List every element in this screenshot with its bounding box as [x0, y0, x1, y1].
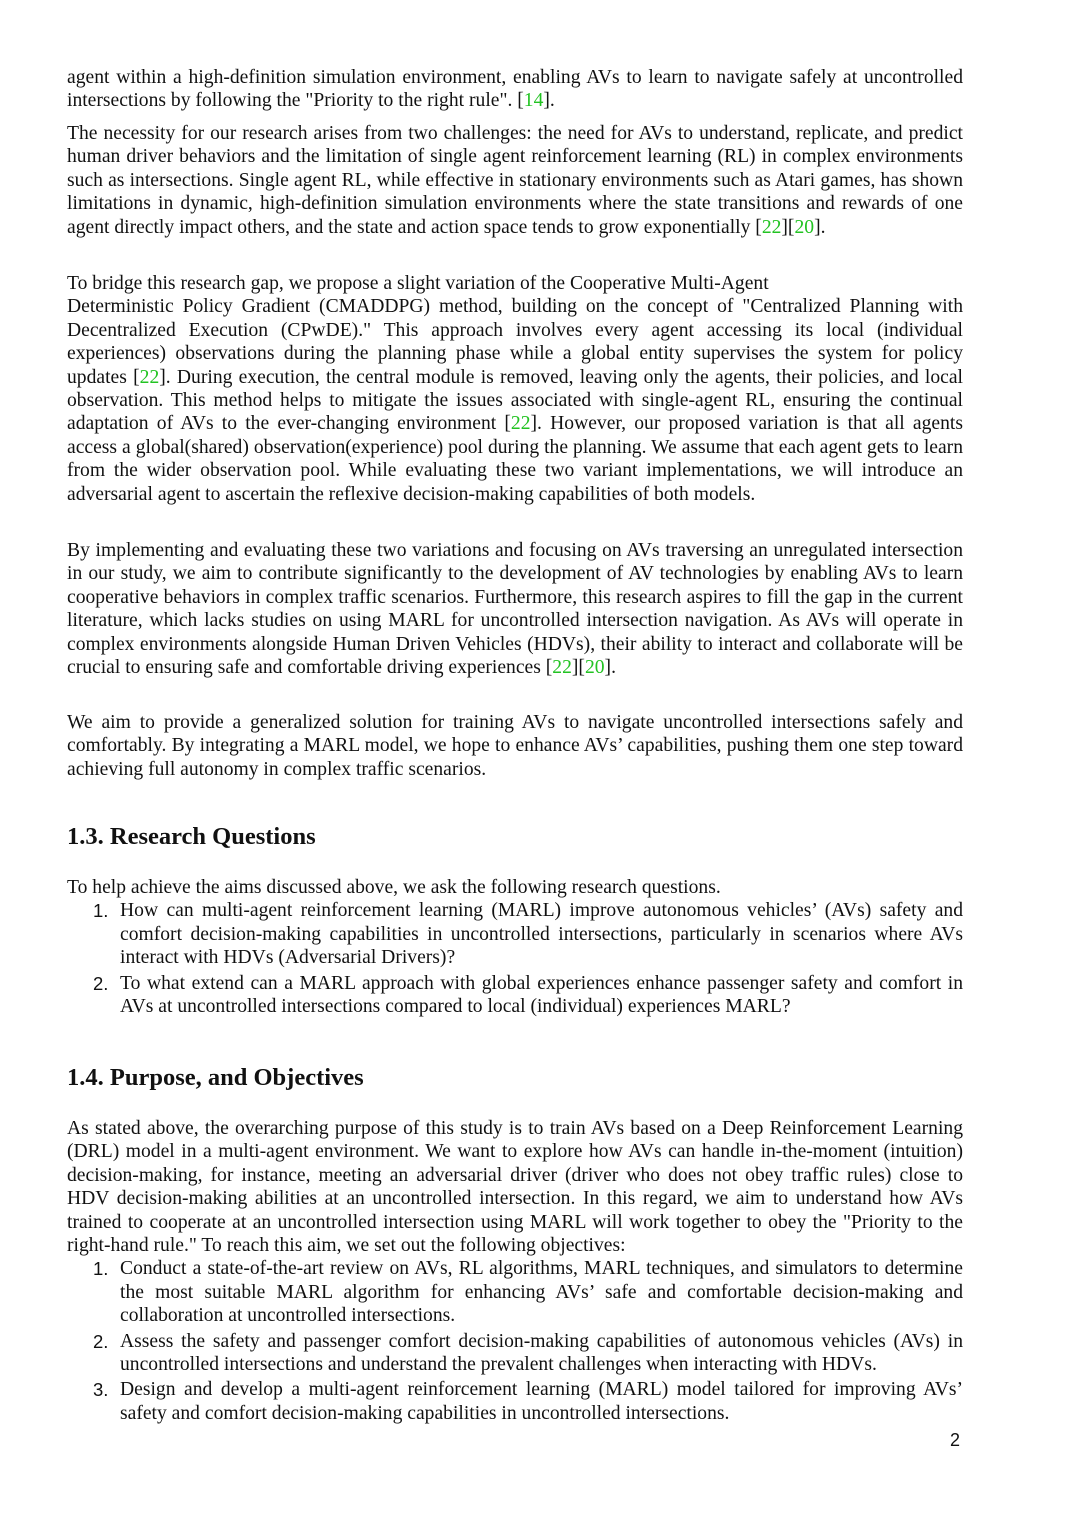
paragraph-text: ]. — [604, 657, 616, 679]
citation-link[interactable]: 20 — [794, 216, 815, 238]
citation-link[interactable]: 22 — [139, 366, 160, 388]
paragraph — [67, 272, 963, 506]
paragraph-text: ]. However, our proposed variation is that all agents access a global(shared) observation(experience) pool during the planning. We assume that each agent gets to learn from the wider observation pool. While evaluating these two variant implementations, we will introduce an adversarial agent to ascertain the reflexive decision-making capabilities of both models. — [67, 413, 963, 505]
list-text: To what extend can a MARL approach with global experiences enhance passenger safety and comfort in AVs at uncontrolled intersections compared to local (individual) experiences MARL? — [120, 972, 963, 1018]
paragraph — [67, 711, 963, 781]
citation-link[interactable]: 22 — [510, 413, 531, 435]
purpose-objectives — [67, 1117, 963, 1425]
paragraph-text: By implementing and evaluating these two variations and focusing on AVs traversing an unregulated intersection in our study, we aim to contribute significantly to the development of AV technologies by enabling AVs to learn cooperative behaviors in complex traffic scenarios. Furthermore, this research aspires to fill the gap in the current literature, which lacks studies on using MARL for uncontrolled intersection navigation. As AVs will operate in complex environments alongside Human Driven Vehicles (HDVs), their ability to interact and collaborate will be crucial to ensuring safe and comfortable driving experiences [ — [67, 540, 963, 679]
objective-list — [67, 1257, 963, 1425]
paragraph-text: We aim to provide a generalized solution for training AVs to navigate uncontrolled intersections safely and comfortably. By integrating a MARL model, we hope to enhance AVs’ capabilities, pushing them one step toward achieving full autonomy in complex traffic scenarios. — [67, 712, 963, 780]
page-number: 2 — [950, 1430, 961, 1450]
paragraph-text: ]. — [543, 90, 555, 112]
list-text: Conduct a state-of-the-art review on AVs, RL algorithms, MARL techniques, and simulators to determine the most suitable MARL algorithm for enhancing AVs’ safe and comfortable decision-making and collaboration at uncontrolled intersections. — [120, 1258, 963, 1327]
paragraph — [67, 66, 963, 113]
citation-link[interactable]: 20 — [584, 657, 605, 679]
paragraph-text: The necessity for our research arises from two challenges: the need for AVs to understand, replicate, and predict human driver behaviors and the limitation of single agent reinforcement learning (RL) in complex environments such as intersections. Single agent RL, while effective in stationary environments such as Atari games, has shown limitations in dynamic, high-definition simulation environments where the state transitions and rewards of one agent directly impact others, and the state and action space tends to grow exponentially [ — [67, 123, 963, 238]
citation-link[interactable]: 22 — [761, 216, 782, 238]
list-item — [67, 972, 963, 1019]
research-questions — [67, 876, 963, 1018]
list-item — [67, 1378, 963, 1425]
list-text: Design and develop a multi-agent reinforcement learning (MARL) model tailored for improving AVs’ safety and comfort decision-making capabilities in uncontrolled intersections. — [120, 1379, 963, 1424]
paragraph-text: ]. — [814, 216, 826, 238]
paragraph-text: Deterministic Policy Gradient (CMADDPG) method, building on the concept of "Centralized Planning with Decentralized Execution (CPwDE)." This approach involves every agent accessing its local (individual experiences) observations during the planning phase while a global entity supervises the system for policy updates [ — [67, 296, 963, 388]
intro-text: As stated above, the overarching purpose of this study is to train AVs based on a Deep Reinforcement Learning (DRL) model in a multi-agent environment. We want to explore how AVs can handle in-the-moment (intuition) decision-making, for instance, meeting an adversarial driver (driver who does not obey traffic rules) close to HDV decision-making abilities at an uncontrolled intersection. In this regard, we aim to understand how AVs trained to cooperate at an uncontrolled intersection using MARL will work together to obey the "Priority to the right-hand rule." To reach this aim, we set out the following objectives: — [67, 1118, 963, 1257]
paragraph-text: ][ — [571, 657, 585, 679]
paragraph-text: To bridge this research gap, we propose a slight variation of the Cooperative Multi-Agent — [67, 273, 769, 294]
list-item — [67, 899, 963, 969]
paragraph — [67, 539, 963, 679]
question-list — [67, 899, 963, 1018]
section-heading-research-questions: 1.3. Research Questions — [67, 823, 316, 850]
paragraph — [67, 122, 963, 239]
list-number: 3. — [93, 1379, 109, 1401]
list-number: 1. — [93, 900, 109, 922]
list-text: Assess the safety and passenger comfort decision-making capabilities of autonomous vehicles (AVs) in uncontrolled intersections and understand the prevalent challenges when interacting with HDVs. — [120, 1330, 963, 1376]
paragraph-text: ][ — [781, 216, 795, 238]
paragraph-text: ]. During execution, the central module is removed, leaving only the agents, their policies, and local observation. This method helps to mitigate the issues associated with single-agent RL, ensuring the continual adaptation of AVs to the ever-changing environment [ — [67, 366, 964, 435]
list-item — [67, 1257, 963, 1327]
list-number: 1. — [93, 1258, 109, 1280]
list-text: How can multi-agent reinforcement learning (MARL) improve autonomous vehicles’ (AVs) safety and comfort decision-making capabilities in uncontrolled intersections, particularly in scenarios where AVs interact with HDVs (Adversarial Drivers)? — [120, 900, 963, 969]
section-heading-purpose-objectives: 1.4. Purpose, and Objectives — [67, 1064, 364, 1091]
list-number: 2. — [93, 1330, 109, 1352]
citation-link[interactable]: 14 — [523, 90, 544, 112]
list-item — [67, 1330, 963, 1377]
paragraph-text: agent within a high-definition simulation environment, enabling AVs to learn to navigate safely at uncontrolled intersections by following the "Priority to the right rule". [ — [67, 67, 963, 112]
intro-text: To help achieve the aims discussed above, we ask the following research questions. — [67, 877, 721, 898]
list-number: 2. — [93, 972, 109, 994]
citation-link[interactable]: 22 — [552, 657, 572, 679]
